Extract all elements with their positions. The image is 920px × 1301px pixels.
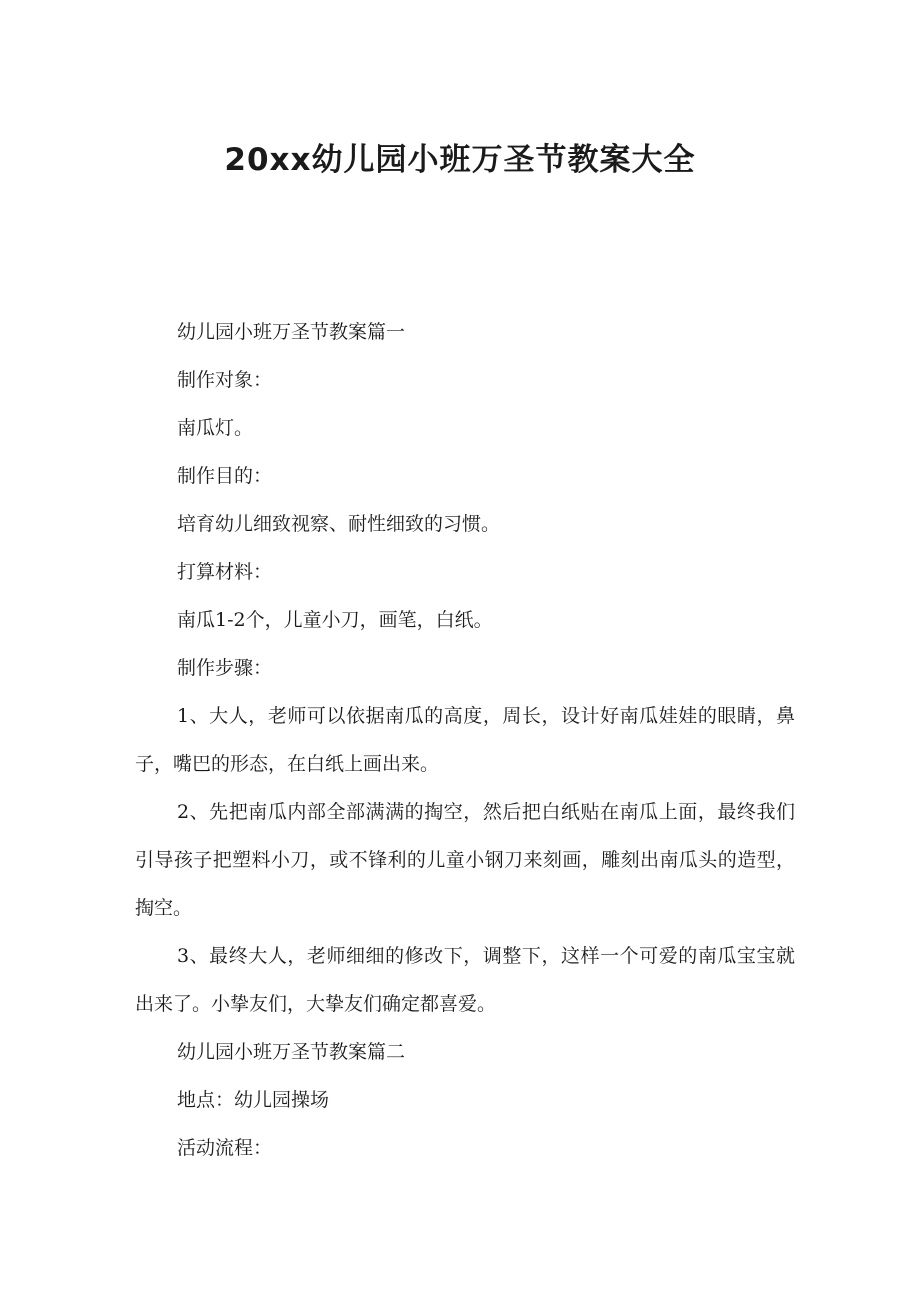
paragraph: 打算材料： [177, 561, 273, 583]
section-heading: 幼儿园小班万圣节教案篇一 [177, 321, 406, 343]
paragraph: 制作目的： [177, 465, 273, 487]
paragraph: 制作对象： [177, 369, 273, 391]
step-paragraph: 1、大人，老师可以依据南瓜的高度，周长，设计好南瓜娃娃的眼睛，鼻子，嘴巴的形态，在白纸上画出来。 [135, 705, 795, 775]
paragraph: 活动流程： [177, 1137, 273, 1159]
paragraph: 制作步骤： [177, 657, 273, 679]
document-body [135, 308, 795, 1172]
paragraph: 南瓜灯。 [177, 417, 254, 439]
step-paragraph: 2、先把南瓜内部全部满满的掏空，然后把白纸贴在南瓜上面，最终我们引导孩子把塑料小刀，或不锋利的儿童小钢刀来刻画，雕刻出南瓜头的造型，掏空。 [135, 801, 795, 919]
step-paragraph: 3、最终大人，老师细细的修改下，调整下，这样一个可爱的南瓜宝宝就出来了。小挚友们，大挚友们确定都喜爱。 [135, 945, 795, 1015]
document-title: 20xx幼儿园小班万圣节教案大全 [224, 142, 696, 178]
section-heading: 幼儿园小班万圣节教案篇二 [177, 1041, 406, 1063]
paragraph: 培育幼儿细致视察、耐性细致的习惯。 [177, 513, 501, 535]
paragraph: 南瓜1-2个，儿童小刀，画笔，白纸。 [177, 609, 493, 631]
paragraph: 地点：幼儿园操场 [177, 1089, 330, 1111]
